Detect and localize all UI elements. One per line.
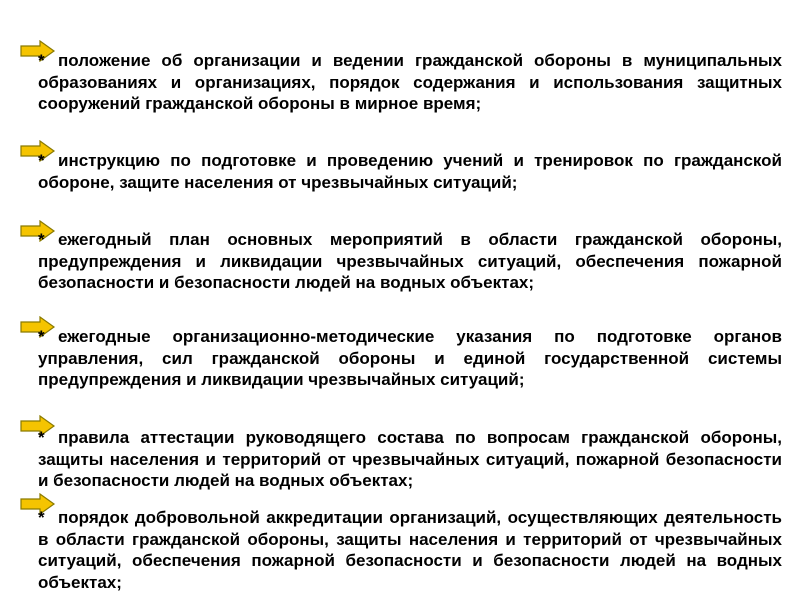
bullet-marker: * bbox=[38, 51, 45, 70]
item-text: ежегодные организационно-методические указания по подготовке органов управления, сил гражданской обороны и единой государственной системы предупреждения и ликвидации чрезвычайных ситуаций; bbox=[38, 327, 782, 389]
list-item bbox=[38, 326, 782, 391]
bullet-marker: * bbox=[38, 327, 45, 346]
item-text: ежегодный план основных мероприятий в области гражданской обороны, предупреждения и ликвидации чрезвычайных ситуаций, обеспечения пожарной безопасности и безопасности людей на водных объектах; bbox=[38, 230, 782, 292]
item-text: положение об организации и ведении гражданской обороны в муниципальных образованиях и организациях, порядок содержания и использования защитных сооружений гражданской обороны в мирное время; bbox=[38, 51, 782, 113]
list-item bbox=[38, 50, 782, 115]
bullet-marker: * bbox=[38, 230, 45, 249]
list-item bbox=[38, 150, 782, 193]
list-item bbox=[38, 229, 782, 294]
item-text: порядок добровольной аккредитации организаций, осуществляющих деятельность в области гражданской обороны, защиты населения и территорий от чрезвычайных ситуаций, обеспечения пожарной безопасности и безопасности людей на водных объектах; bbox=[38, 508, 782, 592]
list-item bbox=[38, 427, 782, 492]
item-text: правила аттестации руководящего состава по вопросам гражданской обороны, защиты населения и территорий от чрезвычайных ситуаций, пожарной безопасности и безопасности людей на водных объектах; bbox=[38, 428, 782, 490]
list-item bbox=[38, 507, 782, 593]
bullet-marker: * bbox=[38, 508, 45, 527]
item-text: инструкцию по подготовке и проведению учений и тренировок по гражданской обороне, защите населения от чрезвычайных ситуаций; bbox=[38, 151, 782, 192]
bullet-marker: * bbox=[38, 151, 45, 170]
bullet-marker: * bbox=[38, 428, 45, 447]
